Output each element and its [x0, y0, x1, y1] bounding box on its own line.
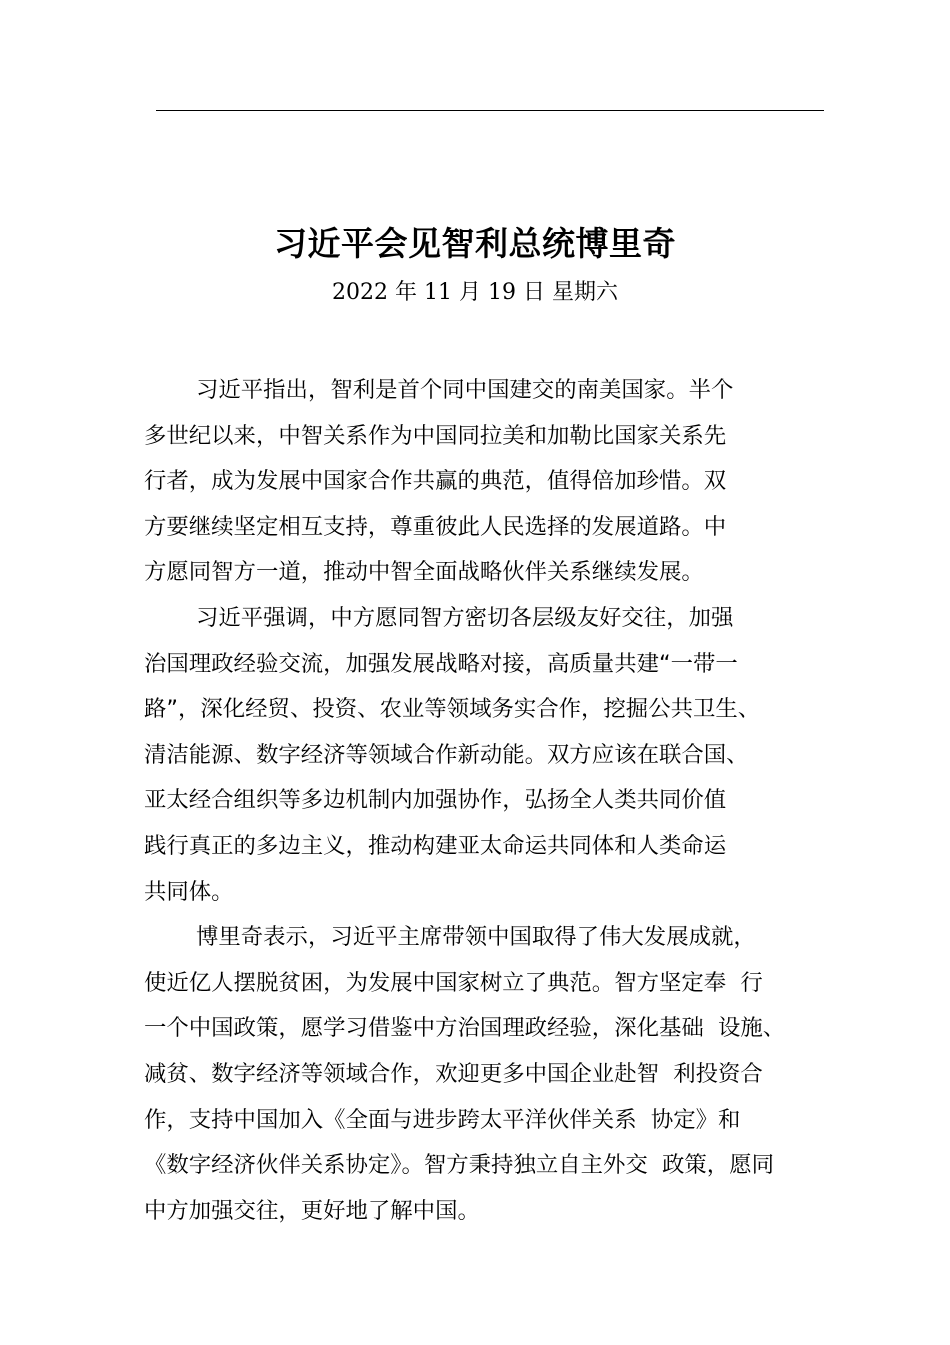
paragraph-1-line-3: 行者，成为发展中国家合作共赢的典范，值得倍加珍惜。双: [144, 468, 727, 495]
paragraph-2-line-7: 共同体。: [144, 878, 234, 905]
paragraph-2-line-6: 践行真正的多边主义，推动构建亚太命运共同体和人类命运: [144, 832, 727, 859]
paragraph-1-line-4: 方要继续坚定相互支持，尊重彼此人民选择的发展道路。中: [144, 513, 727, 540]
header-rule: [156, 110, 824, 111]
paragraph-3-line-7: 中方加强交往，更好地了解中国。: [144, 1197, 480, 1224]
paragraph-3-line-5: 作，支持中国加入《全面与进步跨太平洋伙伴关系 协定》和: [144, 1106, 741, 1133]
paragraph-2-line-1: 习近平强调，中方愿同智方密切各层级友好交往，加强: [196, 604, 734, 631]
paragraph-3-line-4: 减贫、数字经济等领域合作，欢迎更多中国企业赴智 利投资合: [144, 1060, 763, 1087]
paragraph-3-line-1: 博里奇表示，习近平主席带领中国取得了伟大发展成就，: [196, 924, 756, 951]
paragraph-2-line-4: 清洁能源、数字经济等领域合作新动能。双方应该在联合国、: [144, 741, 749, 768]
paragraph-3-line-3: 一个中国政策，愿学习借鉴中方治国理政经验，深化基础 设施、: [144, 1015, 786, 1042]
paragraph-3-line-2: 使近亿人摆脱贫困，为发展中国家树立了典范。智方坚定奉 行: [144, 969, 763, 996]
article-body: [144, 368, 844, 1234]
paragraph-1-line-1: 习近平指出，智利是首个同中国建交的南美国家。半个: [196, 377, 734, 403]
paragraph-2-line-5: 亚太经合组织等多边机制内加强协作，弘扬全人类共同价值: [144, 787, 727, 814]
paragraph-1-line-5: 方愿同智方一道，推动中智全面战略伙伴关系继续发展。: [144, 559, 704, 586]
article-title: 习近平会见智利总统博里奇: [274, 224, 676, 263]
paragraph-2-line-2: 治国理政经验交流，加强发展战略对接，高质量共建“一带一: [144, 650, 738, 677]
paragraph-2-line-3: 路”，深化经贸、投资、农业等领域务实合作，挖掘公共卫生、: [144, 696, 761, 723]
paragraph-1-line-2: 多世纪以来，中智关系作为中国同拉美和加勒比国家关系先: [144, 422, 727, 449]
article-date: 2022 年 11 月 19 日 星期六: [332, 280, 618, 305]
paragraph-3-line-6: 《数字经济伙伴关系协定》。智方秉持独立自主外交 政策，愿同: [144, 1152, 774, 1179]
